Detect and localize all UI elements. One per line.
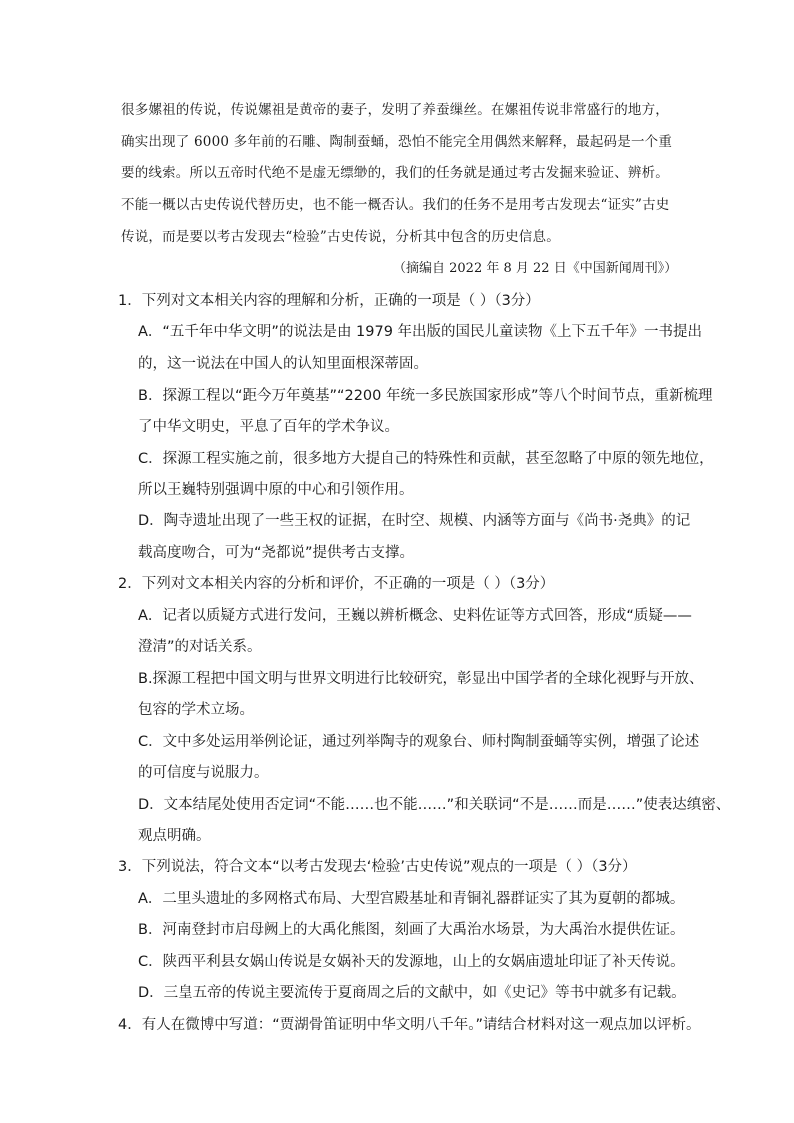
question-3-option-d: D．三皇五帝的传说主要流传于夏商周之后的文献中，如《史记》等书中就多有记载。 [138,985,686,1001]
question-1-stem: 1．下列对文本相关内容的理解和分析，正确的一项是（ ）（3分） [118,293,540,309]
question-2-stem: 2．下列对文本相关内容的分析和评价，不正确的一项是（ ）（3分） [118,576,555,592]
question-2-option-b: B.探源工程把中国文明与世界文明进行比较研究，彰显出中国学者的全球化视野与开放、 [138,671,704,687]
passage-line-2: 确实出现了 6000 多年前的石雕、陶制蚕蛹，恐怕不能完全用偶然来解释，最起码是一个重 [121,134,673,150]
question-2-option-b-cont: 包容的学术立场。 [138,702,254,718]
question-1-option-c: C．探源工程实施之前，很多地方大提自己的特殊性和贡献，甚至忽略了中原的领先地位， [138,451,714,467]
question-1-option-d: D．陶寺遗址出现了一些王权的证据，在时空、规模、内涵等方面与《尚书·尧典》的记 [138,513,691,529]
question-1-option-b-cont: 了中华文明史，平息了百年的学术争议。 [138,419,399,435]
question-1-option-a: A．“五千年中华文明”的说法是由 1979 年出版的国民儿童读物《上下五千年》一书提出 [138,324,703,340]
question-3-stem: 3．下列说法，符合文本“以考古发现去‘检验’古史传说”观点的一项是（ ）（3分） [118,859,637,875]
passage-source: （摘编自 2022 年 8 月 22 日《中国新闻周刊》） [393,261,678,276]
passage-line-3: 要的线索。所以五帝时代绝不是虚无缥缈的，我们的任务就是通过考古发掘来验证、辨析。 [121,165,669,181]
question-4-stem: 4．有人在微博中写道：“贾湖骨笛证明中华文明八千年。”请结合材料对这一观点加以评析。 [118,1017,701,1033]
question-1-option-a-cont: 的，这一说法在中国人的认知里面根深蒂固。 [138,356,428,372]
question-2-option-a-cont: 澄清”的对话关系。 [138,639,262,655]
question-3-option-b: B．河南登封市启母阙上的大禹化熊图，刻画了大禹治水场景，为大禹治水提供佐证。 [138,922,685,938]
passage-line-1: 很多嫘祖的传说，传说嫘祖是黄帝的妻子，发明了养蚕缫丝。在嫘祖传说非常盛行的地方， [121,102,669,118]
question-2-option-d: D．文本结尾处使用否定词“不能……也不能……”和关联词“不是……而是……”使表达缜密、 [138,797,731,813]
question-3-option-c: C．陕西平利县女娲山传说是女娲补天的发源地，山上的女娲庙遗址印证了补天传说。 [138,954,685,970]
question-1-option-b: B．探源工程以“距今万年奠基”“2200 年统一多民族国家形成”等八个时间节点，重新梳理 [138,388,713,404]
passage-line-4: 不能一概以古史传说代替历史，也不能一概否认。我们的任务不是用考古发现去“证实”古史 [121,197,670,213]
question-2-option-c-cont: 的可信度与说服力。 [138,765,269,781]
passage-line-5: 传说，而是要以考古发现去“检验”古史传说，分析其中包含的历史信息。 [121,229,560,245]
question-3-option-a: A．二里头遗址的多网格式布局、大型宫殿基址和青铜礼器群证实了其为夏朝的都城。 [138,891,685,907]
question-1-option-d-cont: 载高度吻合，可为“尧都说”提供考古支撑。 [138,545,415,561]
question-2-option-a: A．记者以质疑方式进行发问，王巍以辨析概念、史料佐证等方式回答，形成“质疑—— [138,608,692,624]
question-2-option-c: C．文中多处运用举例论证，通过列举陶寺的观象台、师村陶制蚕蛹等实例，增强了论述 [138,734,700,750]
question-2-option-d-cont: 观点明确。 [138,828,211,844]
question-1-option-c-cont: 所以王巍特别强调中原的中心和引领作用。 [138,482,414,498]
